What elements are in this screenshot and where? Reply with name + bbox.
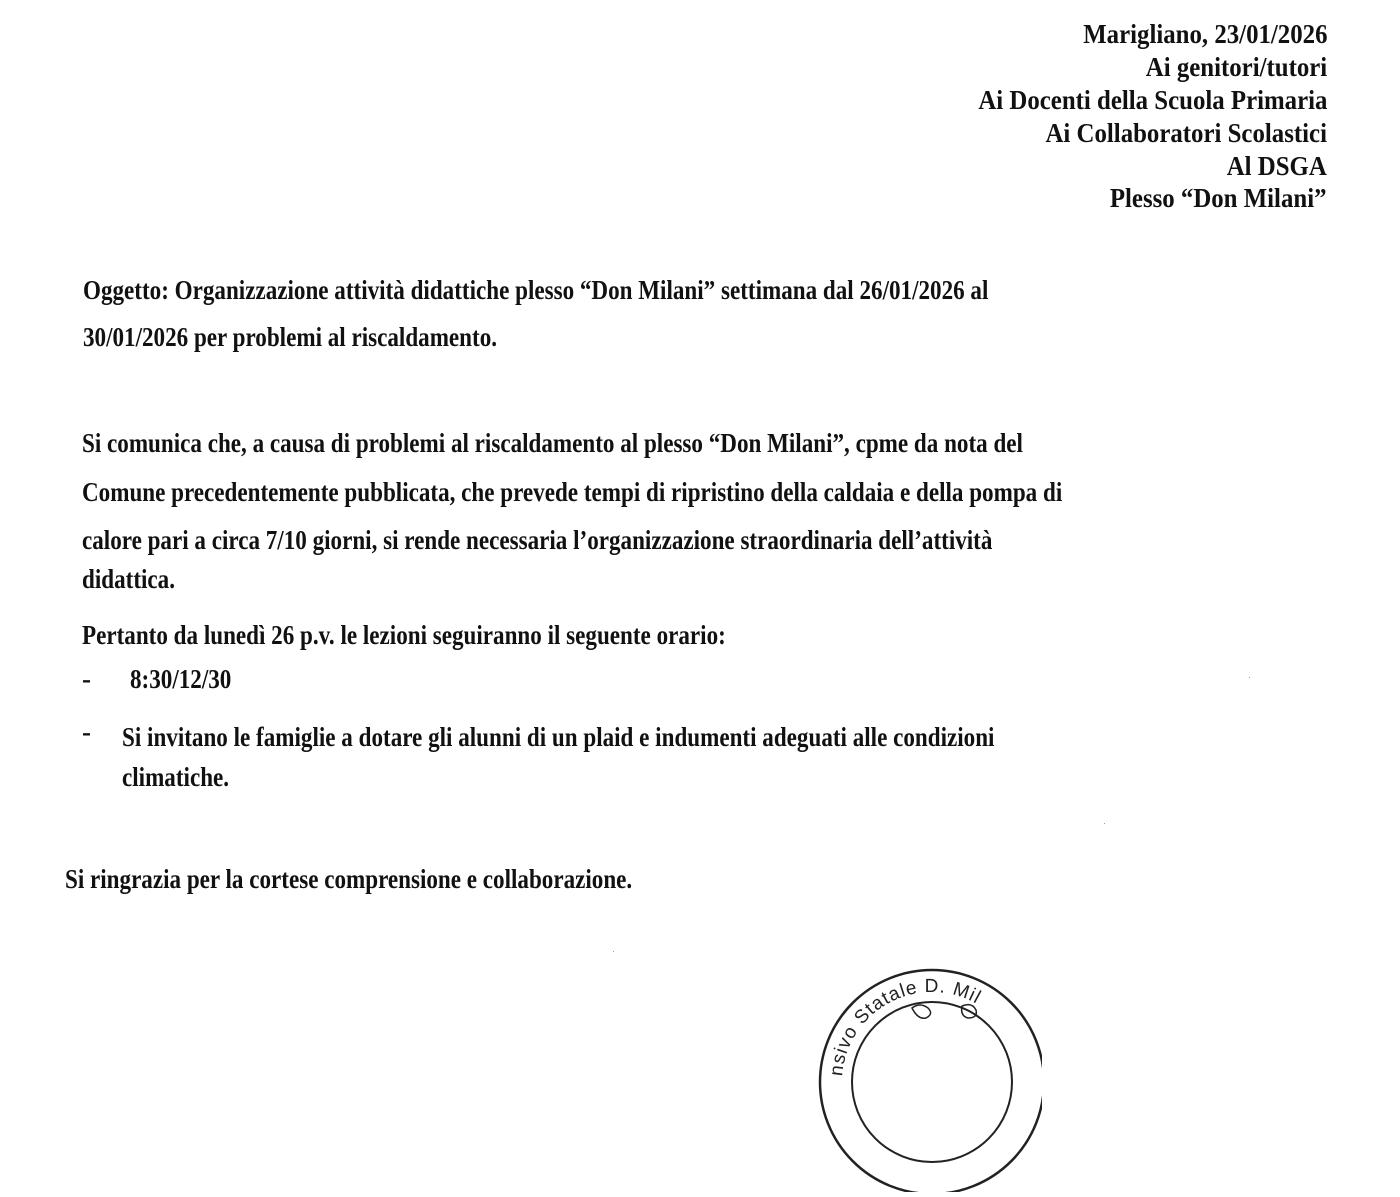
scan-speck	[1249, 677, 1250, 678]
recipient-collaborators: Ai Collaboratori Scolastici	[1045, 118, 1327, 148]
closing-thanks: Si ringrazia per la cortese comprensione e collaborazione.	[65, 864, 633, 894]
list-dash-marker: -	[82, 664, 91, 694]
list-dash-marker: -	[82, 717, 91, 747]
place-date: Marigliano, 23/01/2026	[1082, 19, 1327, 49]
clothing-advice-line-1: Si invitano le famiglie a dotare gli alunni di un plaid e indumenti adeguati alle condizioni	[122, 722, 995, 752]
svg-text:nsivo Statale D. Mil: nsivo Statale D. Mil	[826, 975, 985, 1078]
body-line-3: calore pari a circa 7/10 giorni, si rende necessaria l’organizzazione straordinaria dell’attività	[82, 525, 993, 555]
scan-speck	[1104, 823, 1105, 824]
body-line-1: Si comunica che, a causa di problemi al riscaldamento al plesso “Don Milani”, cpme da nota del	[82, 428, 1023, 458]
recipient-parents: Ai genitori/tutori	[1145, 52, 1327, 82]
clothing-advice-line-2: climatiche.	[122, 762, 230, 792]
body-line-4: didattica.	[82, 564, 175, 594]
schedule-hours: 8:30/12/30	[130, 664, 232, 694]
recipient-dsga: Al DSGA	[1226, 151, 1327, 181]
schedule-intro: Pertanto da lunedì 26 p.v. le lezioni seguiranno il seguente orario:	[82, 620, 726, 650]
scan-speck	[613, 951, 614, 952]
recipient-teachers: Ai Docenti della Scuola Primaria	[977, 85, 1327, 115]
subject-line-2: 30/01/2026 per problemi al riscaldamento.	[83, 322, 498, 352]
subject-line-1: Oggetto: Organizzazione attività didattiche plesso “Don Milani” settimana dal 26/01/2026 al	[83, 275, 989, 305]
school-stamp	[812, 962, 1042, 1192]
stamp-seal-icon	[812, 962, 1042, 1192]
body-line-2: Comune precedentemente pubblicata, che prevede tempi di ripristino della caldaia e della pompa di	[82, 477, 1063, 507]
recipient-school-building: Plesso “Don Milani”	[1110, 183, 1327, 213]
